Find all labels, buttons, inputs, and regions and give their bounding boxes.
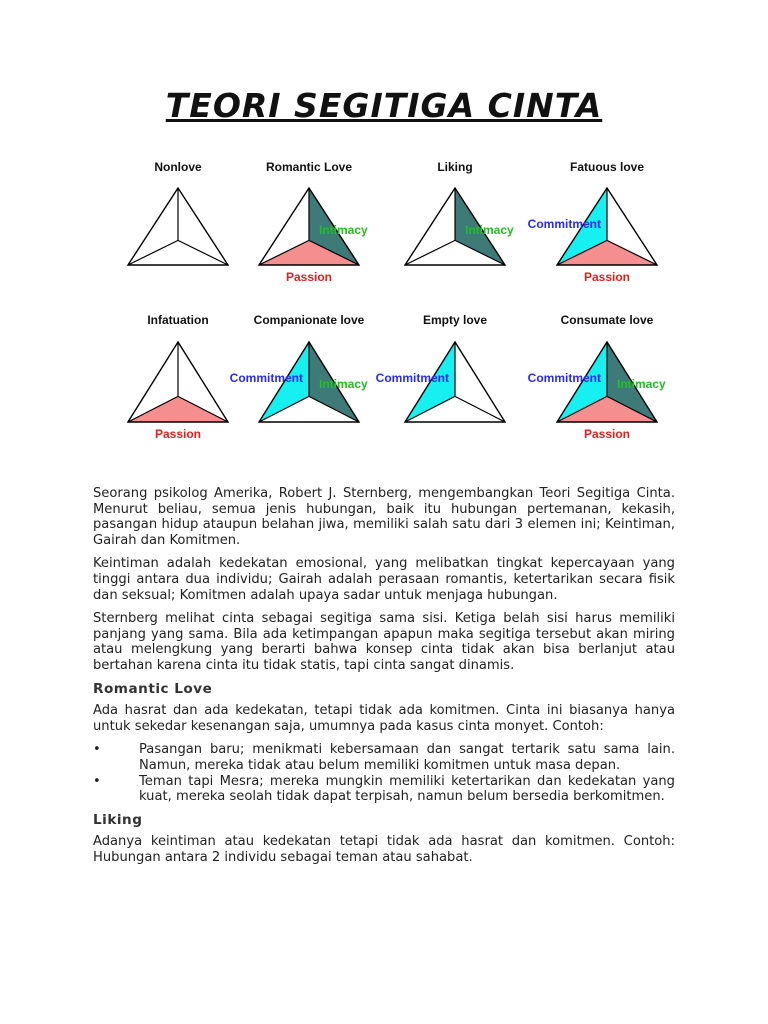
commitment-label: Commitment xyxy=(375,371,449,385)
intimacy-label: Intimacy xyxy=(465,223,514,237)
commitment-label: Commitment xyxy=(527,371,601,385)
passion-label: Passion xyxy=(583,270,631,284)
list-item-text: Teman tapi Mesra; mereka mungkin memiliki ketertarikan dan kedekatan yang kuat, mereka seolah tidak dapat terpisah, namun belum bersedia berkomitmen. xyxy=(139,773,675,805)
intimacy-label: Intimacy xyxy=(319,377,368,391)
page-title: TEORI SEGITIGA CINTA xyxy=(165,86,603,125)
intimacy-label: Intimacy xyxy=(617,377,666,391)
romantic-examples-list xyxy=(93,742,675,804)
triangle-title-romantic-love: Romantic Love xyxy=(265,160,353,174)
paragraph-sternberg: Sternberg melihat cinta sebagai segitiga sama sisi. Ketiga belah sisi harus memiliki panjang yang sama. Bila ada ketimpangan apapun maka segitiga tersebut akan miring atau melengkung yang berarti bahwa konsep cinta tidak akan bisa berlanjut atau bertahan karena cinta itu tidak statis, tapi cinta sangat dinamis. xyxy=(93,611,675,673)
commitment-label: Commitment xyxy=(527,217,601,231)
triangle-title-companionate-love: Companionate love xyxy=(253,313,365,327)
paragraph-liking: Adanya keintiman atau kedekatan tetapi tidak ada hasrat dan komitmen. Contoh: Hubungan antara 2 individu sebagai teman atau sahabat. xyxy=(93,834,675,865)
passion-region xyxy=(128,396,228,422)
passion-label: Passion xyxy=(285,270,333,284)
triangle-title-liking: Liking xyxy=(437,160,473,174)
passion-label: Passion xyxy=(583,427,631,441)
bullet-icon: • xyxy=(93,742,101,758)
bullet-icon: • xyxy=(93,773,101,789)
paragraph-definitions: Keintiman adalah kedekatan emosional, yang melibatkan tingkat kepercayaan yang tinggi antara dua individu; Gairah adalah perasaan romantis, ketertarikan secara fisik dan seksual; Komitmen adalah upaya sadar untuk menjaga hubungan. xyxy=(93,556,675,603)
triangles-svg xyxy=(0,150,768,450)
list-item-text: Pasangan baru; menikmati kebersamaan dan sangat tertarik satu sama lain. Namun, mereka tidak atau belum memiliki komitmen untuk masa depan. xyxy=(139,742,675,773)
triangle-title-empty-love: Empty love xyxy=(422,313,488,327)
triangle-title-consumate-love: Consumate love xyxy=(560,313,654,327)
love-triangles-figure xyxy=(0,150,768,454)
triangle-title-fatuous-love: Fatuous love xyxy=(569,160,645,174)
list-item xyxy=(93,774,675,805)
document-body xyxy=(93,486,675,873)
paragraph-romantic-love: Ada hasrat dan ada kedekatan, tetapi tidak ada komitmen. Cinta ini biasanya hanya untuk sekedar kesenangan saja, umumnya pada kasus cinta monyet. Contoh: xyxy=(93,703,675,734)
triangle-title-nonlove: Nonlove xyxy=(154,160,202,174)
intimacy-label: Intimacy xyxy=(319,223,368,237)
heading-romantic-love: Romantic Love xyxy=(93,680,213,697)
list-item xyxy=(93,742,675,773)
heading-liking: Liking xyxy=(93,811,143,828)
triangle-title-infatuation: Infatuation xyxy=(147,313,209,327)
commitment-label: Commitment xyxy=(229,371,303,385)
passion-label: Passion xyxy=(154,427,202,441)
paragraph-intro: Seorang psikolog Amerika, Robert J. Sternberg, mengembangkan Teori Segitiga Cinta. Menurut beliau, semua jenis hubungan, baik itu hubungan pertemanan, kekasih, pasangan hidup ataupun belahan jiwa, memiliki salah satu dari 3 elemen ini; Keintiman, Gairah dan Komitmen. xyxy=(93,486,675,548)
